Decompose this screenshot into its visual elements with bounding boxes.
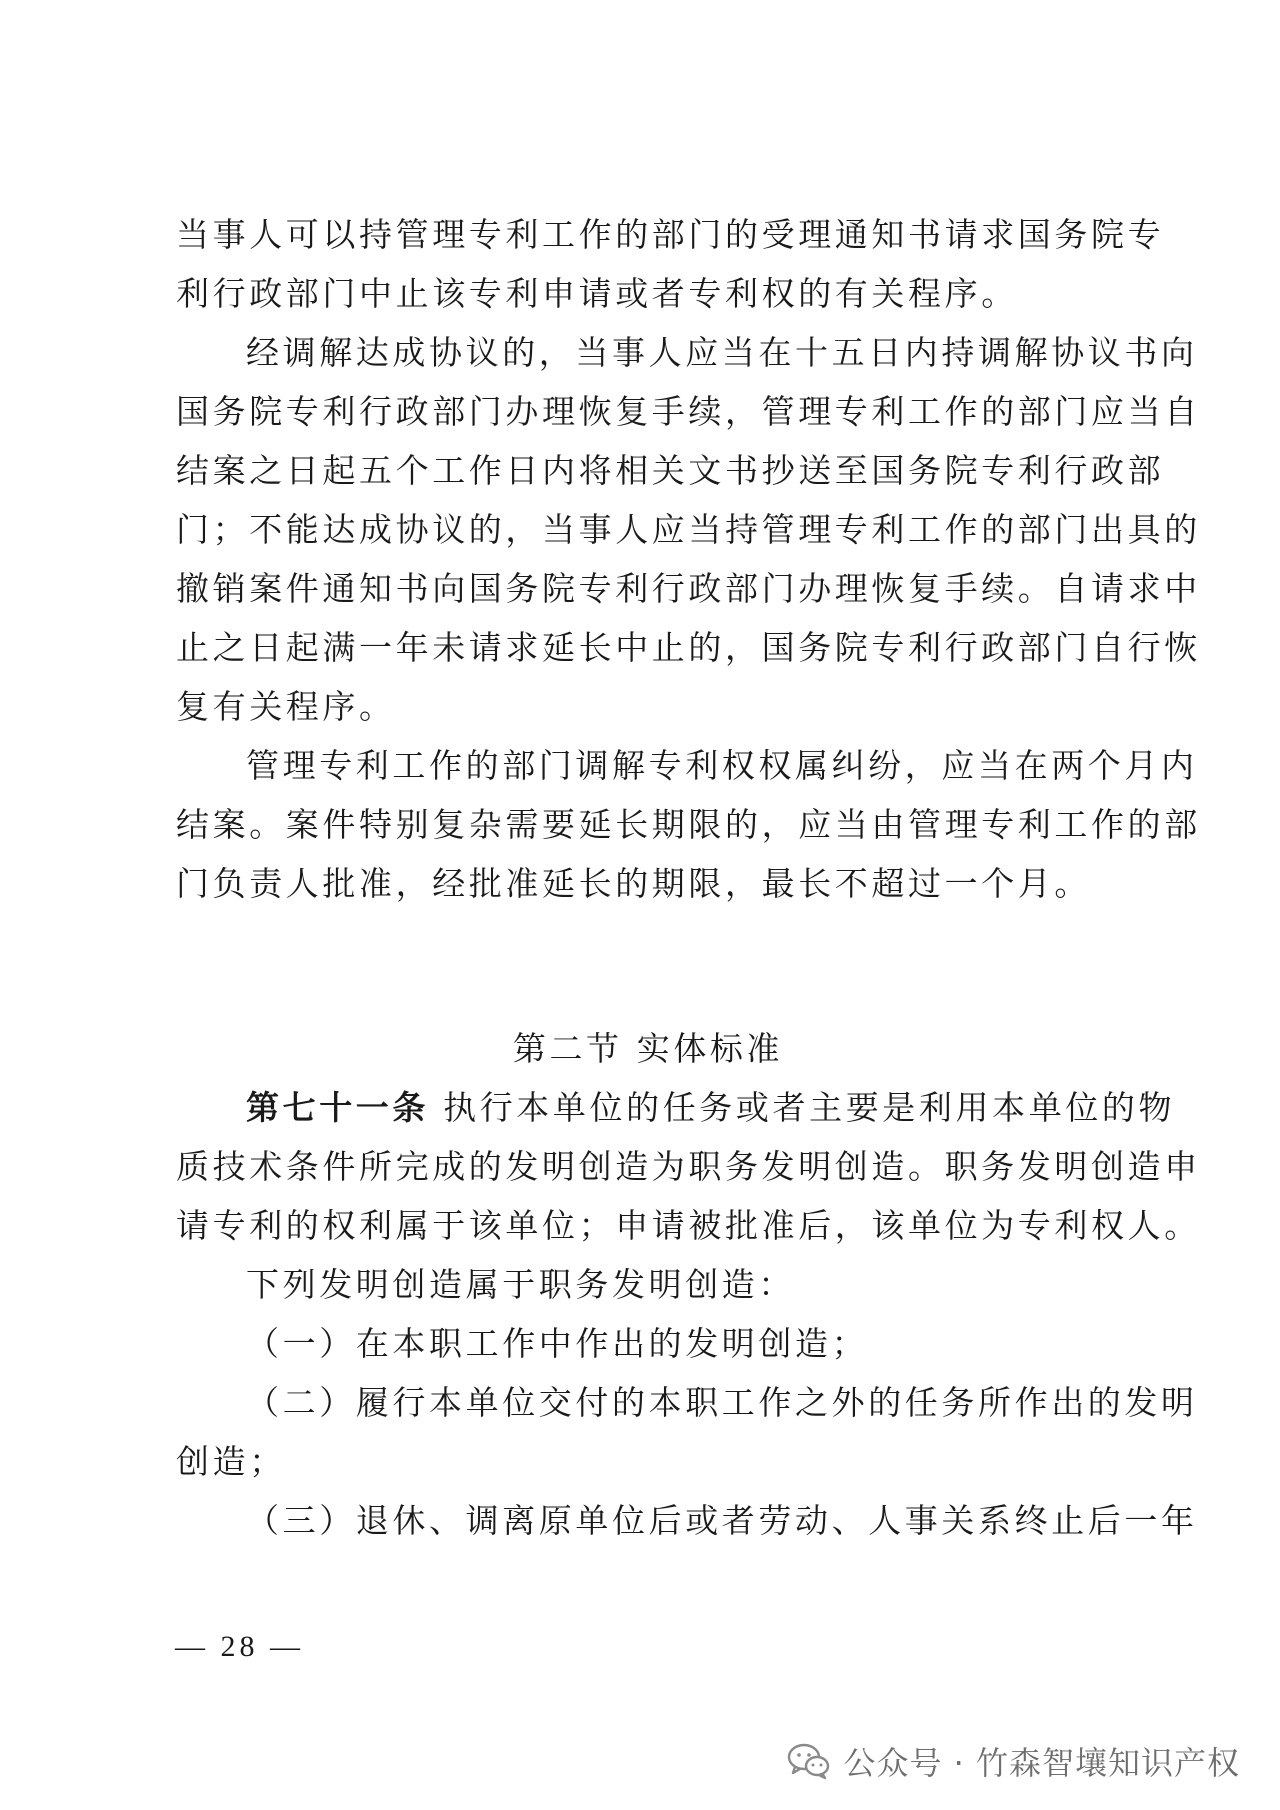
- list-item-3: （三）退休、调离原单位后或者劳动、人事关系终止后一年: [246, 1501, 1198, 1540]
- list-item-2-line-1: （二）履行本单位交付的本职工作之外的任务所作出的发明: [246, 1383, 1198, 1422]
- para1-line-1: 当事人可以持管理专利工作的部门的受理通知书请求国务院专: [176, 215, 1165, 254]
- watermark: [787, 1738, 1240, 1784]
- watermark-text: 公众号 · 竹森智壤知识产权: [843, 1744, 1240, 1782]
- section-2: [176, 1019, 1201, 1550]
- wechat-icon: [787, 1742, 831, 1780]
- list-item-2-line-2: 创造；: [176, 1442, 286, 1481]
- para2-line-4: 门；不能达成协议的，当事人应当持管理专利工作的部门出具的: [176, 510, 1201, 549]
- page-number: — 28 —: [175, 1630, 304, 1663]
- para2-line-3: 结案之日起五个工作日内将相关文书抄送至国务院专利行政部: [176, 451, 1165, 490]
- para3-line-1: 管理专利工作的部门调解专利权权属纠纷，应当在两个月内: [246, 746, 1198, 785]
- article-71-line-3: 请专利的权利属于该单位；申请被批准后，该单位为专利权人。: [176, 1206, 1201, 1245]
- para2-line-1: 经调解达成协议的，当事人应当在十五日内持调解协议书向: [246, 333, 1198, 372]
- para2-line-6: 止之日起满一年未请求延长中止的，国务院专利行政部门自行恢: [176, 628, 1201, 667]
- para3-line-2: 结案。案件特别复杂需要延长期限的，应当由管理专利工作的部: [176, 805, 1201, 844]
- para2-line-5: 撤销案件通知书向国务院专利行政部门办理恢复手续。自请求中: [176, 569, 1201, 608]
- body-text-upper: [176, 205, 1201, 913]
- list-intro: 下列发明创造属于职务发明创造：: [246, 1265, 795, 1304]
- article-71: [176, 1078, 1201, 1550]
- para1-line-2: 利行政部门中止该专利申请或者专利权的有关程序。: [176, 274, 1018, 313]
- article-71-line-1: [176, 1078, 1176, 1137]
- list-item-1: （一）在本职工作中作出的发明创造；: [246, 1324, 869, 1363]
- para2-line-2: 国务院专利行政部门办理恢复手续，管理专利工作的部门应当自: [176, 392, 1201, 431]
- article-71-line-1-text: 执行本单位的任务或者主要是利用本单位的物: [429, 1088, 1176, 1127]
- article-number: 第七十一条: [246, 1088, 429, 1127]
- para2-line-7: 复有关程序。: [176, 687, 396, 726]
- para3-line-3: 门负责人批准，经批准延长的期限，最长不超过一个月。: [176, 864, 1091, 903]
- article-71-line-2: 质技术条件所完成的发明创造为职务发明创造。职务发明创造申: [176, 1147, 1201, 1186]
- section-heading: 第二节 实体标准: [512, 1029, 784, 1068]
